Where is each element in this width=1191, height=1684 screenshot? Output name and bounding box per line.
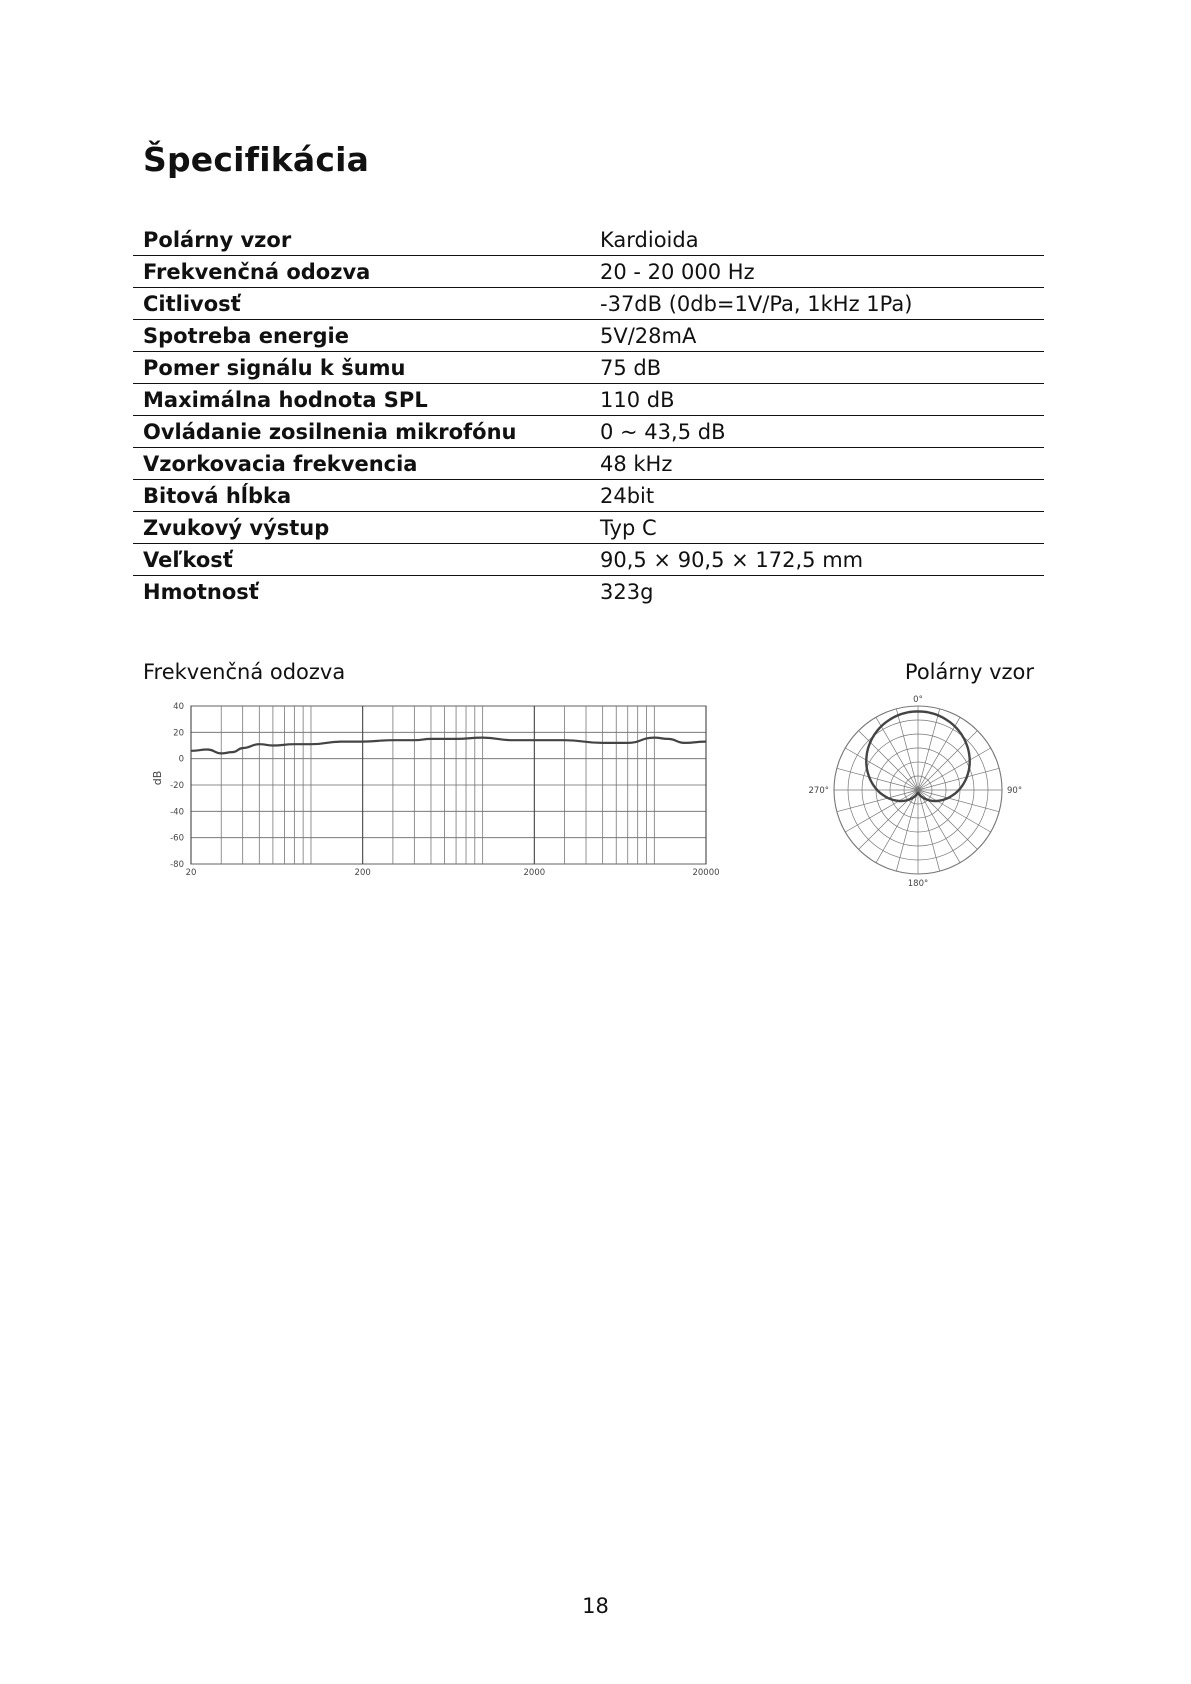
frequency-response-caption: Frekvenčná odozva [143, 660, 346, 684]
spec-value: -37dB (0db=1V/Pa, 1kHz 1Pa) [600, 291, 913, 316]
spec-label: Ovládanie zosilnenia mikrofónu [143, 419, 517, 444]
polar-spoke [918, 717, 960, 790]
y-tick-label: 40 [173, 702, 184, 712]
y-tick-label: -20 [170, 781, 184, 791]
spec-label: Maximálna hodnota SPL [143, 387, 428, 412]
spec-row [133, 480, 1044, 512]
spec-label: Citlivosť [143, 291, 241, 316]
y-axis-label: dB [151, 770, 164, 786]
spec-value: 48 kHz [600, 451, 673, 476]
polar-angle-label: 90° [1007, 786, 1023, 796]
spec-label: Veľkosť [143, 547, 233, 572]
spec-value: 0 ~ 43,5 dB [600, 419, 726, 444]
spec-table [133, 224, 1044, 607]
spec-row [133, 352, 1044, 384]
spec-label: Zvukový výstup [143, 515, 330, 540]
polar-pattern-caption: Polárny vzor [904, 660, 1034, 684]
polar-spoke [845, 748, 918, 790]
polar-spoke [845, 790, 918, 832]
spec-label: Frekvenčná odozva [143, 259, 371, 284]
spec-row [133, 416, 1044, 448]
spec-row [133, 512, 1044, 544]
spec-label: Bitová hĺbka [143, 483, 292, 508]
polar-pattern-chart [800, 685, 1040, 895]
spec-row [133, 224, 1044, 256]
spec-value: 323g [600, 579, 654, 604]
y-tick-label: 20 [173, 728, 184, 739]
polar-spoke [918, 748, 991, 790]
polar-spoke [859, 731, 918, 790]
spec-row [133, 544, 1044, 576]
spec-value: 5V/28mA [600, 323, 697, 348]
spec-value: 20 - 20 000 Hz [600, 259, 755, 284]
x-tick-label: 20000 [692, 868, 720, 878]
x-tick-label: 2000 [523, 868, 546, 878]
x-tick-label: 200 [354, 868, 371, 878]
spec-value: Typ C [600, 515, 657, 540]
polar-angle-label: 0° [913, 695, 923, 705]
spec-row [133, 384, 1044, 416]
polar-angle-label: 180° [907, 879, 929, 889]
polar-spoke [918, 731, 977, 790]
y-tick-label: 0 [178, 754, 184, 765]
polar-angle-label: 270° [808, 786, 829, 796]
spec-label: Spotreba energie [143, 323, 350, 348]
spec-row [133, 288, 1044, 320]
response-line [191, 738, 706, 754]
spec-row [133, 576, 1044, 608]
spec-row [133, 256, 1044, 288]
polar-spoke [876, 717, 918, 790]
spec-value: 90,5 × 90,5 × 172,5 mm [600, 547, 864, 572]
frequency-response-chart [140, 700, 730, 885]
spec-value: Kardioida [600, 227, 699, 252]
frequency-grid [191, 706, 706, 864]
page-title: Špecifikácia [143, 140, 370, 179]
spec-row [133, 320, 1044, 352]
spec-value: 110 dB [600, 387, 675, 412]
spec-label: Pomer signálu k šumu [143, 355, 406, 380]
polar-grid [834, 706, 1002, 874]
spec-value: 24bit [600, 483, 655, 508]
spec-label: Polárny vzor [143, 227, 292, 252]
y-tick-label: -40 [170, 807, 184, 818]
spec-label: Vzorkovacia frekvencia [143, 451, 418, 476]
spec-row [133, 448, 1044, 480]
y-tick-label: -60 [170, 833, 184, 844]
y-tick-label: -80 [170, 860, 184, 870]
spec-value: 75 dB [600, 355, 662, 380]
page-number: 18 [582, 1594, 609, 1618]
spec-label: Hmotnosť [143, 579, 259, 604]
x-tick-label: 20 [185, 868, 197, 878]
polar-spoke [918, 790, 991, 832]
